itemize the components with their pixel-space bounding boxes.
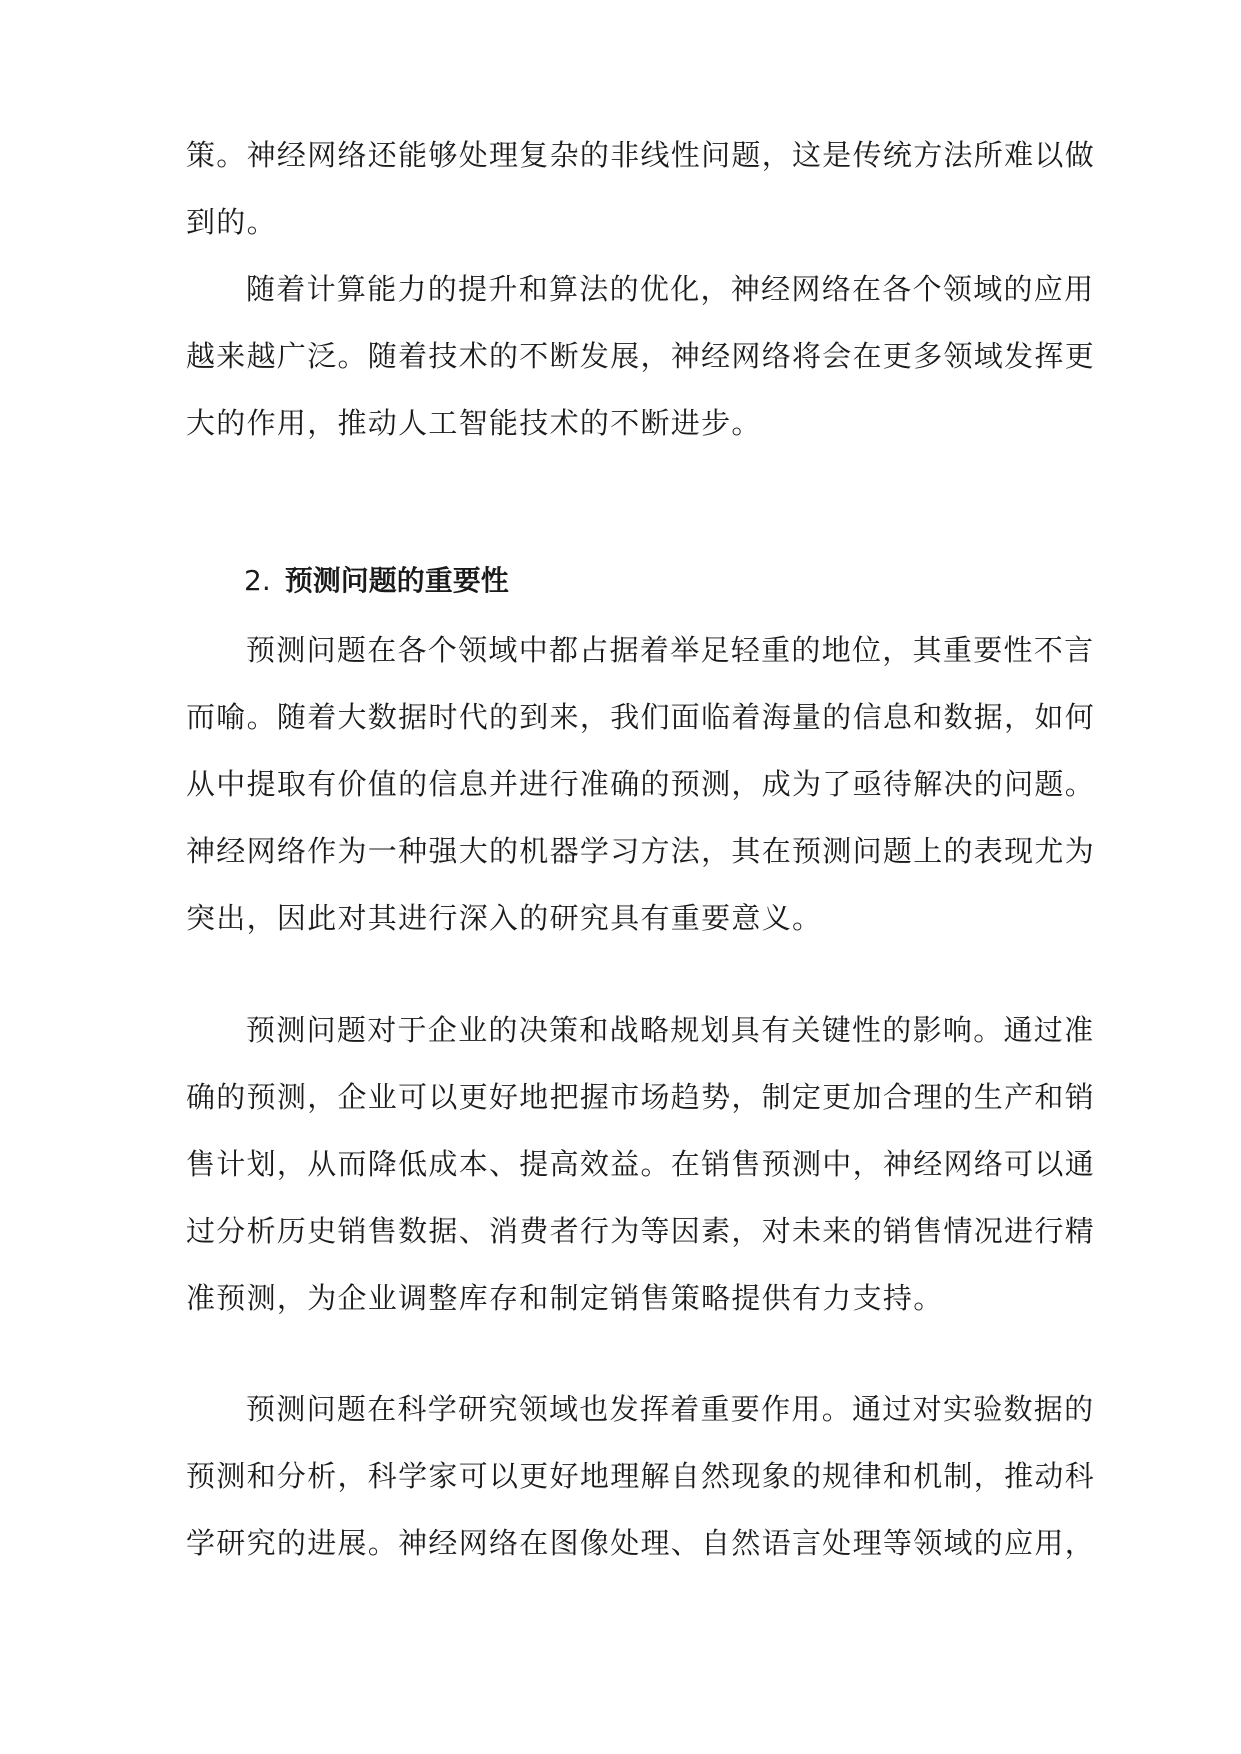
paragraph-line: 神经网络作为一种强大的机器学习方法，其在预测问题上的表现尤为 — [186, 834, 1096, 868]
paragraph-line: 过分析历史销售数据、消费者行为等因素，对未来的销售情况进行精 — [186, 1214, 1096, 1248]
paragraph-line: 从中提取有价值的信息并进行准确的预测，成为了亟待解决的问题。 — [186, 767, 1096, 801]
paragraph-line: 预测问题在各个领域中都占据着举足轻重的地位，其重要性不言 — [246, 633, 1095, 667]
paragraph-line: 准预测，为企业调整库存和制定销售策略提供有力支持。 — [186, 1281, 944, 1315]
paragraph-line: 策。神经网络还能够处理复杂的非线性问题，这是传统方法所难以做 — [186, 138, 1096, 172]
paragraph-line: 售计划，从而降低成本、提高效益。在销售预测中，神经网络可以通 — [186, 1147, 1096, 1181]
paragraph-line: 而喻。随着大数据时代的到来，我们面临着海量的信息和数据，如何 — [186, 700, 1096, 734]
paragraph-line: 突出，因此对其进行深入的研究具有重要意义。 — [186, 901, 823, 935]
section-number: 2. — [244, 564, 271, 597]
paragraph-line: 随着计算能力的提升和算法的优化，神经网络在各个领域的应用 — [246, 272, 1095, 306]
section-title: 预测问题的重要性 — [284, 564, 509, 597]
paragraph-line: 越来越广泛。随着技术的不断发展，神经网络将会在更多领域发挥更 — [186, 339, 1096, 373]
paragraph-line: 确的预测，企业可以更好地把握市场趋势，制定更加合理的生产和销 — [186, 1080, 1096, 1114]
paragraph-line: 到的。 — [186, 205, 277, 239]
paragraph-line: 学研究的进展。神经网络在图像处理、自然语言处理等领域的应用， — [186, 1526, 1096, 1560]
paragraph-line: 预测和分析，科学家可以更好地理解自然现象的规律和机制，推动科 — [186, 1459, 1096, 1493]
paragraph-line: 大的作用，推动人工智能技术的不断进步。 — [186, 406, 762, 440]
paragraph-line: 预测问题对于企业的决策和战略规划具有关键性的影响。通过准 — [246, 1013, 1095, 1047]
paragraph-line: 预测问题在科学研究领域也发挥着重要作用。通过对实验数据的 — [246, 1392, 1095, 1426]
section-heading — [244, 562, 509, 600]
